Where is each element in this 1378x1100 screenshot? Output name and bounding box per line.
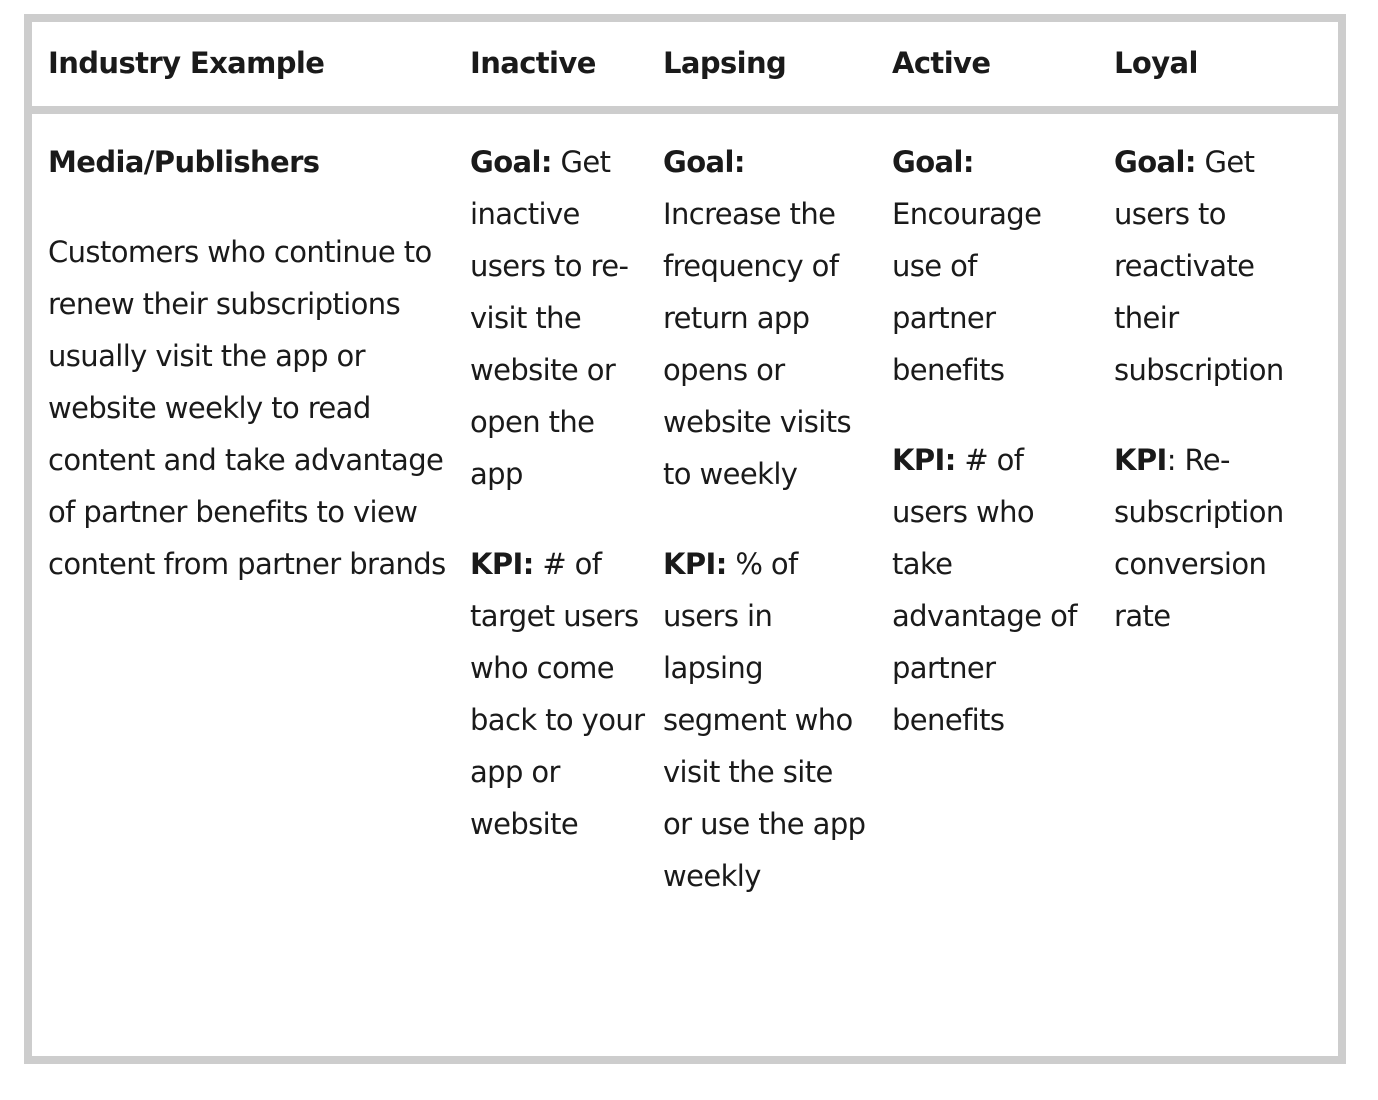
goal-text: Get inactive users to re-visit the website or open the app (470, 145, 629, 491)
goal-label: Goal: (663, 145, 745, 179)
goal-label: Goal: (892, 145, 974, 179)
inactive-goal (470, 136, 648, 500)
kpi-text: # of target users who come back to your app or website (470, 547, 645, 841)
kpi-text: : Re-subscription conversion rate (1114, 443, 1284, 633)
header-inactive: Inactive (470, 46, 596, 80)
goal-text: Increase the frequency of return app opens or website visits to weekly (663, 197, 852, 491)
header-lapsing: Lapsing (663, 46, 787, 80)
active-kpi (892, 434, 1088, 746)
lapsing-kpi (663, 538, 868, 902)
kpi-label: KPI: (663, 547, 727, 581)
kpi-text: % of users in lapsing segment who visit the site or use the app weekly (663, 547, 866, 893)
loyal-cell (1114, 136, 1324, 642)
table-header-row (32, 22, 1338, 114)
active-goal (892, 136, 1088, 396)
loyal-goal (1114, 136, 1324, 396)
active-cell (892, 136, 1088, 746)
kpi-label: KPI: (470, 547, 534, 581)
goal-label: Goal: (1114, 145, 1196, 179)
header-industry-example: Industry Example (48, 46, 325, 80)
kpi-label: KPI: (892, 443, 956, 477)
kpi-text: # of users who take advantage of partner benefits (892, 443, 1077, 737)
inactive-cell (470, 136, 648, 850)
goal-text: Encourage use of partner benefits (892, 197, 1042, 387)
goal-text: Get users to reactivate their subscription (1114, 145, 1284, 387)
lapsing-goal (663, 136, 868, 500)
goal-label: Goal: (470, 145, 552, 179)
industry-cell (48, 136, 448, 590)
comparison-table (24, 14, 1346, 1064)
loyal-kpi (1114, 434, 1324, 642)
table-row (32, 114, 1338, 1056)
lapsing-cell (663, 136, 868, 902)
inactive-kpi (470, 538, 648, 850)
industry-description: Customers who continue to renew their subscriptions usually visit the app or website weekly to read content and take advantage of partner benefits to view content from partner brands (48, 235, 446, 581)
header-active: Active (892, 46, 991, 80)
header-loyal: Loyal (1114, 46, 1198, 80)
kpi-label: KPI (1114, 443, 1167, 477)
industry-title: Media/Publishers (48, 145, 320, 179)
